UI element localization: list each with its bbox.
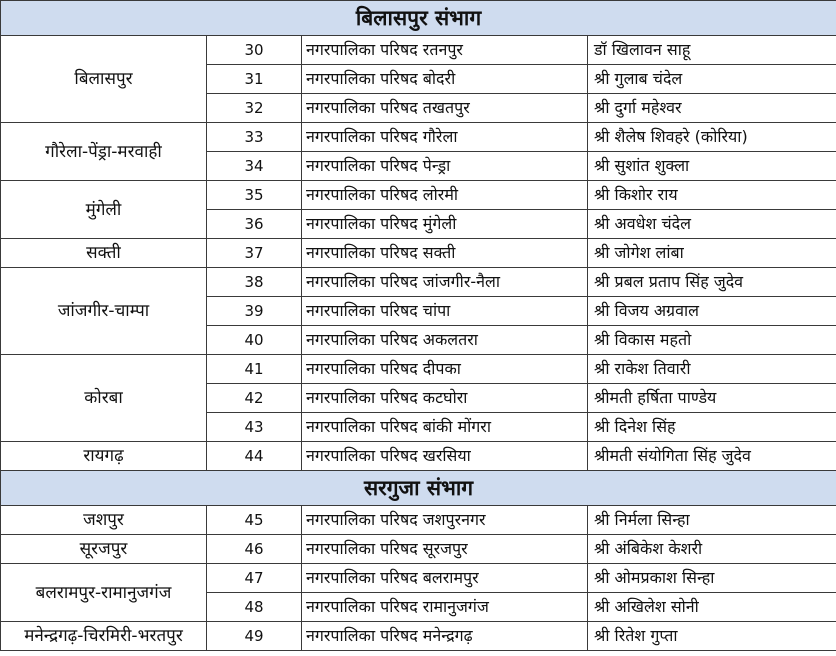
- officer-name: श्री दिनेश सिंह: [588, 413, 836, 442]
- table-row: [1, 123, 836, 152]
- officer-name: श्री अवधेश चंदेल: [588, 210, 836, 239]
- table-body: [1, 1, 836, 651]
- officer-name: श्री प्रबल प्रताप सिंह जुदेव: [588, 268, 836, 297]
- municipality-name: नगरपालिका परिषद अकलतरा: [302, 326, 588, 355]
- serial-number: 48: [207, 593, 302, 622]
- table-row: [1, 181, 836, 210]
- municipality-name: नगरपालिका परिषद जांजगीर-नैला: [302, 268, 588, 297]
- district-name: सूरजपुर: [1, 535, 207, 564]
- officer-name: श्री विजय अग्रवाल: [588, 297, 836, 326]
- officer-name: श्री रितेश गुप्ता: [588, 622, 836, 651]
- serial-number: 41: [207, 355, 302, 384]
- municipality-name: नगरपालिका परिषद तखतपुर: [302, 94, 588, 123]
- officer-name: श्री दुर्गा महेश्वर: [588, 94, 836, 123]
- table-row: [1, 564, 836, 593]
- officer-name: श्री ओमप्रकाश सिन्हा: [588, 564, 836, 593]
- table-row: [1, 622, 836, 651]
- officer-name: श्री किशोर राय: [588, 181, 836, 210]
- section-title: बिलासपुर संभाग: [1, 1, 836, 36]
- municipality-name: नगरपालिका परिषद सूरजपुर: [302, 535, 588, 564]
- officer-name: श्री अखिलेश सोनी: [588, 593, 836, 622]
- district-name: गौरेला-पेंड्रा-मरवाही: [1, 123, 207, 181]
- serial-number: 43: [207, 413, 302, 442]
- officer-name: श्री निर्मला सिन्हा: [588, 506, 836, 535]
- officer-name: श्री सुशांत शुक्ला: [588, 152, 836, 181]
- table-row: [1, 535, 836, 564]
- district-name: रायगढ़: [1, 442, 207, 471]
- officer-name: श्री राकेश तिवारी: [588, 355, 836, 384]
- serial-number: 37: [207, 239, 302, 268]
- municipality-name: नगरपालिका परिषद पेन्ड्रा: [302, 152, 588, 181]
- serial-number: 36: [207, 210, 302, 239]
- municipality-name: नगरपालिका परिषद मनेन्द्रगढ़: [302, 622, 588, 651]
- officer-name: डॉ खिलावन साहू: [588, 36, 836, 65]
- municipality-name: नगरपालिका परिषद गौरेला: [302, 123, 588, 152]
- municipality-name: नगरपालिका परिषद रामानुजगंज: [302, 593, 588, 622]
- table-row: [1, 36, 836, 65]
- serial-number: 40: [207, 326, 302, 355]
- municipality-name: नगरपालिका परिषद खरसिया: [302, 442, 588, 471]
- serial-number: 30: [207, 36, 302, 65]
- serial-number: 42: [207, 384, 302, 413]
- municipality-name: नगरपालिका परिषद बलरामपुर: [302, 564, 588, 593]
- section-header-row: [1, 471, 836, 506]
- district-name: बिलासपुर: [1, 36, 207, 123]
- officer-name: श्रीमती हर्षिता पाण्डेय: [588, 384, 836, 413]
- section-header-row: [1, 1, 836, 36]
- serial-number: 46: [207, 535, 302, 564]
- municipality-name: नगरपालिका परिषद रतनपुर: [302, 36, 588, 65]
- officer-name: श्री शैलेष शिवहरे (कोरिया): [588, 123, 836, 152]
- officer-name: श्री जोगेश लांबा: [588, 239, 836, 268]
- municipality-name: नगरपालिका परिषद दीपका: [302, 355, 588, 384]
- table-row: [1, 239, 836, 268]
- municipality-name: नगरपालिका परिषद लोरमी: [302, 181, 588, 210]
- serial-number: 45: [207, 506, 302, 535]
- serial-number: 32: [207, 94, 302, 123]
- serial-number: 33: [207, 123, 302, 152]
- municipality-name: नगरपालिका परिषद कटघोरा: [302, 384, 588, 413]
- district-name: जांजगीर-चाम्पा: [1, 268, 207, 355]
- municipality-name: नगरपालिका परिषद बोदरी: [302, 65, 588, 94]
- municipality-name: नगरपालिका परिषद जशपुरनगर: [302, 506, 588, 535]
- municipality-name: नगरपालिका परिषद बांकी मोंगरा: [302, 413, 588, 442]
- district-name: जशपुर: [1, 506, 207, 535]
- municipality-name: नगरपालिका परिषद सक्ती: [302, 239, 588, 268]
- officer-name: श्री विकास महतो: [588, 326, 836, 355]
- district-name: मनेन्द्रगढ़-चिरमिरी-भरतपुर: [1, 622, 207, 651]
- officer-name: श्रीमती संयोगिता सिंह जुदेव: [588, 442, 836, 471]
- serial-number: 38: [207, 268, 302, 297]
- district-name: सक्ती: [1, 239, 207, 268]
- district-name: कोरबा: [1, 355, 207, 442]
- district-name: बलरामपुर-रामानुजगंज: [1, 564, 207, 622]
- section-title: सरगुजा संभाग: [1, 471, 836, 506]
- serial-number: 35: [207, 181, 302, 210]
- table-row: [1, 268, 836, 297]
- serial-number: 39: [207, 297, 302, 326]
- table-row: [1, 506, 836, 535]
- municipality-name: नगरपालिका परिषद चांपा: [302, 297, 588, 326]
- serial-number: 34: [207, 152, 302, 181]
- serial-number: 47: [207, 564, 302, 593]
- district-name: मुंगेली: [1, 181, 207, 239]
- officer-name: श्री गुलाब चंदेल: [588, 65, 836, 94]
- table-row: [1, 442, 836, 471]
- municipality-name: नगरपालिका परिषद मुंगेली: [302, 210, 588, 239]
- serial-number: 31: [207, 65, 302, 94]
- table-row: [1, 355, 836, 384]
- serial-number: 49: [207, 622, 302, 651]
- serial-number: 44: [207, 442, 302, 471]
- officer-name: श्री अंबिकेश केशरी: [588, 535, 836, 564]
